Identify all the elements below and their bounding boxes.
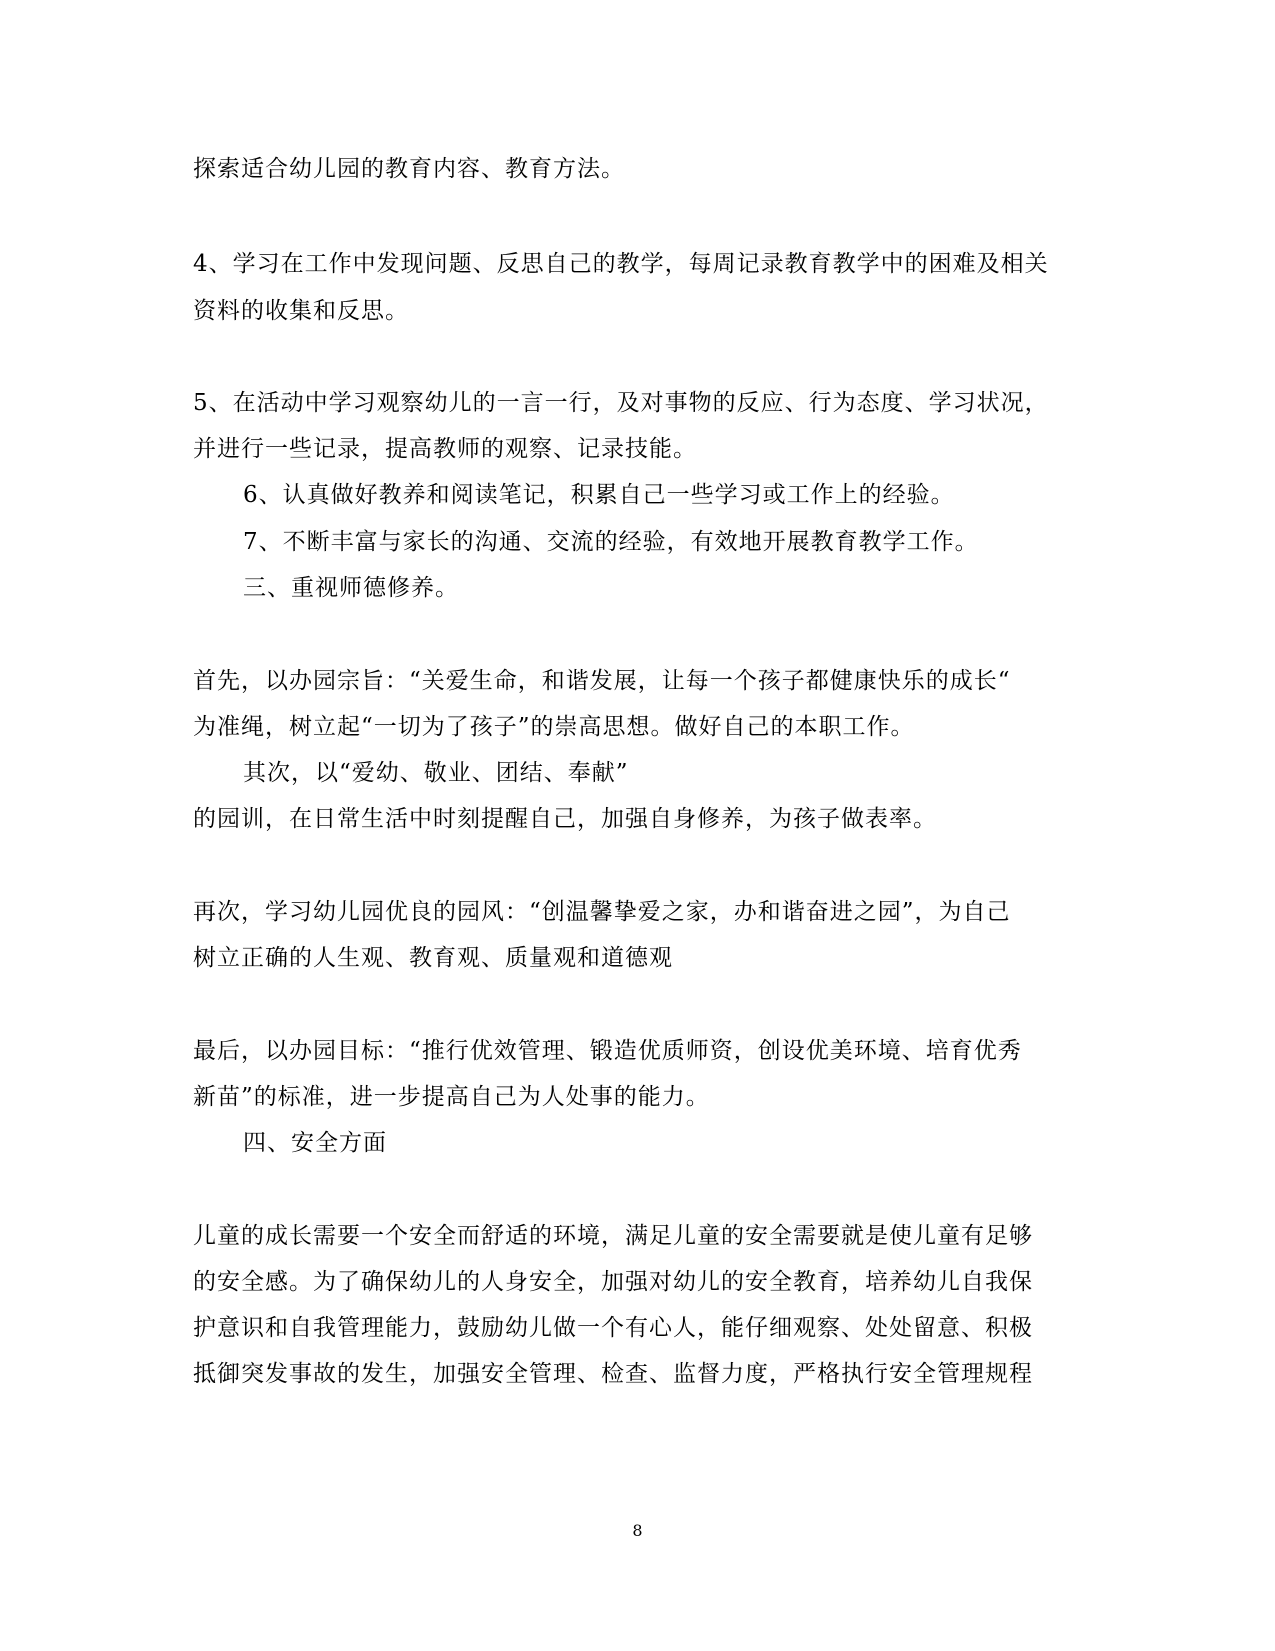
- text-line: 6、认真做好教养和阅读笔记，积累自己一些学习或工作上的经验。: [243, 482, 955, 508]
- text-line: 最后，以办园目标：“推行优效管理、锻造优质师资，创设优美环境、培育优秀: [193, 1038, 1022, 1064]
- text-line: 首先，以办园宗旨：“关爱生命，和谐发展，让每一个孩子都健康快乐的成长“: [193, 668, 1011, 694]
- page-number: 8: [632, 1521, 643, 1540]
- text-line: 树立正确的人生观、教育观、质量观和道德观: [193, 945, 673, 971]
- text-line: 资料的收集和反思。: [193, 298, 409, 324]
- text-line: 4、学习在工作中发现问题、反思自己的教学，每周记录教育教学中的困难及相关: [193, 251, 1049, 277]
- section-heading: 三、重视师德修养。: [243, 575, 459, 601]
- text-line: 再次，学习幼儿园优良的园风：“创温馨挚爱之家，办和谐奋进之园”，为自己: [193, 899, 1011, 925]
- text-line: 为准绳，树立起“一切为了孩子”的崇高思想。做好自己的本职工作。: [193, 714, 915, 740]
- text-line: 的安全感。为了确保幼儿的人身安全，加强对幼儿的安全教育，培养幼儿自我保: [193, 1269, 1033, 1295]
- text-line: 其次，以“爱幼、敬业、团结、奉献”: [243, 760, 629, 786]
- text-line: 的园训，在日常生活中时刻提醒自己，加强自身修养，为孩子做表率。: [193, 806, 937, 832]
- text-line: 并进行一些记录，提高教师的观察、记录技能。: [193, 436, 697, 462]
- text-line: 护意识和自我管理能力，鼓励幼儿做一个有心人，能仔细观察、处处留意、积极: [193, 1315, 1033, 1341]
- text-line: 抵御突发事故的发生，加强安全管理、检查、监督力度，严格执行安全管理规程: [193, 1361, 1033, 1387]
- text-line: 儿童的成长需要一个安全而舒适的环境，满足儿童的安全需要就是使儿童有足够: [193, 1223, 1033, 1249]
- text-line: 7、不断丰富与家长的沟通、交流的经验，有效地开展教育教学工作。: [243, 529, 979, 555]
- text-line: 5、在活动中学习观察幼儿的一言一行，及对事物的反应、行为态度、学习状况，: [193, 390, 1049, 416]
- text-line: 探索适合幼儿园的教育内容、教育方法。: [193, 156, 625, 182]
- text-line: 新苗”的标准，进一步提高自己为人处事的能力。: [193, 1084, 710, 1110]
- section-heading: 四、安全方面: [243, 1130, 387, 1156]
